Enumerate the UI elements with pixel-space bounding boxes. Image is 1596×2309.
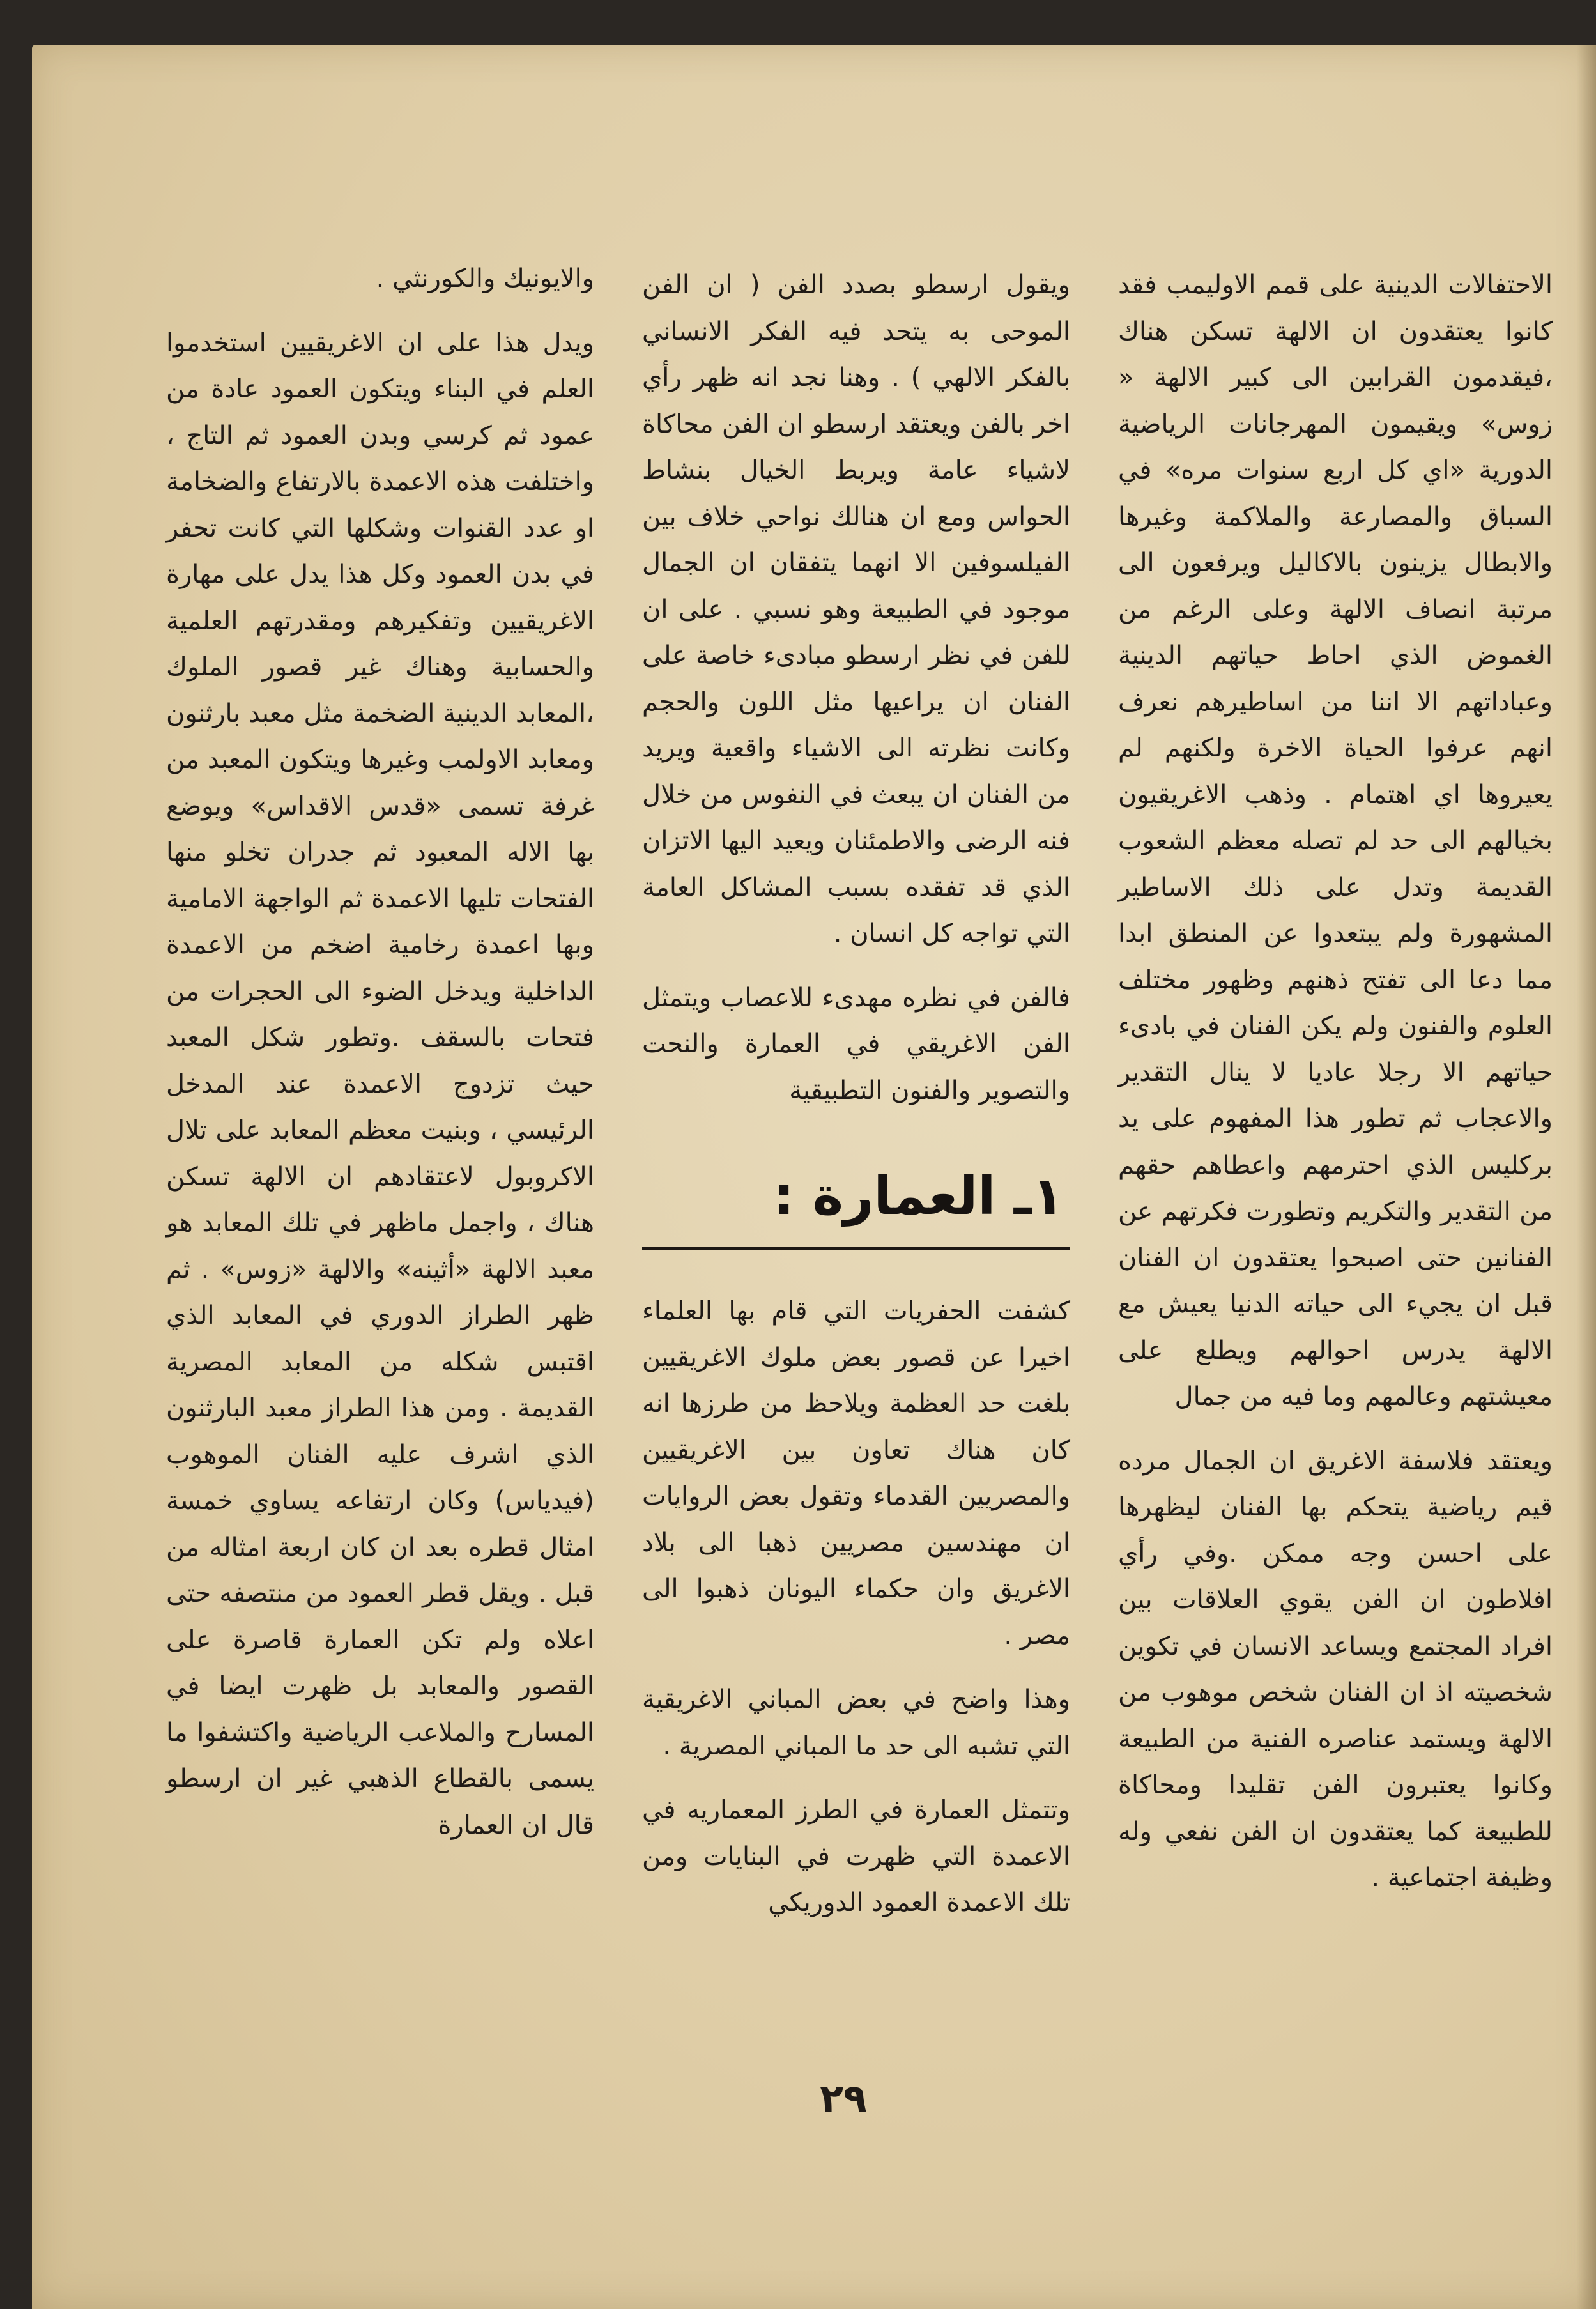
text-column-middle [642,262,1070,1944]
paragraph: وهذا واضح في بعض المباني الاغريقية التي تشبه الى حد ما المباني المصرية . [642,1685,1070,1761]
paragraph: فالفن في نظره مهدىء للاعصاب ويتمثل الفن الاغريقي في العمارة والنحت والتصوير والفنون التطبيقية [642,983,1070,1105]
paragraph: ويدل هذا على ان الاغريقيين استخدموا العلم في البناء ويتكون العمود عادة من عمود ثم كرسي وبدن العمود ثم التاج ، واختلفت هذه الاعمدة بالارتفاع والضخامة او عدد القنوات وشكلها التي كانت تحفر في بدن العمود وكل هذا يدل على مهارة الاغريقيين وتفكيرهم ومقدرتهم العلمية والحسابية وهناك غير قصور الملوك ،المعابد الدينية الضخمة مثل معبد بارثنون ومعابد الاولمب وغيرها ويتكون المعبد من غرفة تسمى «قدس الاقداس» ويوضع بها الاله المعبود ثم جدران تخلو منها الفتحات تليها الاعمدة ثم الواجهة الامامية وبها اعمدة رخامية اضخم من الاعمدة الداخلية ويدخل الضوء الى الحجرات من فتحات بالسقف .وتطور شكل المعبد حيث تزدوج الاعمدة عند المدخل الرئيسي ، وبنيت معظم المعابد على تلال الاكروبول لاعتقادهم ان الالهة تسكن هناك ، واجمل ماظهر في تلك المعابد هو معبد الالهة «أثينه» والالهة «زوس» . ثم ظهر الطراز الدوري في المعابد الذي اقتبس شكله من المعابد المصرية القديمة . ومن هذا الطراز معبد البارثنون الذي اشرف عليه الفنان الموهوب (فيدياس) وكان ارتفاعه يساوي خمسة امثال قطره بعد ان كان اربعة امثاله من قبل . ويقل قطر العمود من منتصفه حتى اعلاه ولم تكن العمارة قاصرة على القصور والمعابد بل ظهرت ايضا في المسارح والملاعب الرياضية واكتشفوا ما يسمى بالقطاع الذهبي غير ان ارسطو قال ان العمارة [166,328,594,1840]
section-heading: ١ـ العمارة : [773,1166,1064,1227]
paragraph: والايونيك والكورنثي . [376,264,594,293]
page-number: ٢٩ [820,2076,867,2121]
paragraph: وتتمثل العمارة في الطرز المعماريه في الاعمدة التي ظهرت في البنايات ومن تلك الاعمدة العمود الدوريكي [642,1795,1070,1917]
paragraph: كشفت الحفريات التي قام بها العلماء اخيرا عن قصور بعض ملوك الاغريقيين بلغت حد العظمة ويلاحظ من طرزها انه كان هناك تعاون بين الاغريقيين والمصريين القدماء وتقول بعض الروايات ان مهندسين مصريين ذهبا الى بلاد الاغريق وان حكماء اليونان ذهبوا الى مصر . [642,1296,1070,1650]
text-column-right [1118,262,1553,1919]
text-column-left [166,256,594,1866]
paragraph: ويقول ارسطو بصدد الفن ( ان الفن الموحى به يتحد فيه الفكر الانساني بالفكر الالهي ) . وهنا نجد انه ظهر رأي اخر بالفن ويعتقد ارسطو ان الفن محاكاة لاشياء عامة ويربط الخيال بنشاط الحواس ومع ان هنالك نواحي خلاف بين الفيلسوفين الا انهما يتفقان ان الجمال موجود في الطبيعة وهو نسبي . على ان للفن في نظر ارسطو مبادىء خاصة على الفنان ان يراعيها مثل اللون والحجم وكانت نظرته الى الاشياء واقعية ويريد من الفنان ان يبعث في النفوس من خلال فنه الرضى والاطمئنان ويعيد اليها الاتزان الذي قد تفقده بسبب المشاكل العامة التي تواجه كل انسان . [642,270,1070,948]
document-page [32,45,1596,2309]
heading-underline [642,1247,1070,1250]
paragraph: الاحتفالات الدينية على قمم الاوليمب فقد كانوا يعتقدون ان الالهة تسكن هناك ،فيقدمون القرابين الى كبير الالهة « زوس» ويقيمون المهرجانات الرياضية الدورية «اي كل اربع سنوات مره» في السباق والمصارعة والملاكمة وغيرها والابطال يزينون بالاكاليل ويرفعون الى مرتبة انصاف الالهة وعلى الرغم من الغموض الذي احاط حياتهم الدينية وعباداتهم الا اننا من اساطيرهم نعرف انهم عرفوا الحياة الاخرة ولكنهم لم يعيروها اي اهتمام . وذهب الاغريقيون بخيالهم الى حد لم تصله معظم الشعوب القديمة وتدل على ذلك الاساطير المشهورة ولم يبتعدوا عن المنطق ابدا مما دعا الى تفتح ذهنهم وظهور مختلف العلوم والفنون ولم يكن الفنان في بادىء حياتهم الا رجلا عاديا لا ينال التقدير والاعجاب ثم تطور هذا المفهوم على يد بركليس الذي احترمهم واعطاهم حقهم من التقدير والتكريم وتطورت فكرتهم عن الفنانين حتى اصبحوا يعتقدون ان الفنان قبل ان يجيء الى حياته الدنيا يعيش مع الالهة يدرس احوالهم ويطلع على معيشتهم وعالمهم وما فيه من جمال [1118,270,1553,1411]
page-edge-shadow [1577,45,1596,2309]
paragraph: ويعتقد فلاسفة الاغريق ان الجمال مرده قيم رياضية يتحكم بها الفنان ليظهرها على احسن وجه ممكن .وفي رأي افلاطون ان الفن يقوي العلاقات بين افراد المجتمع ويساعد الانسان في تكوين شخصيته اذ ان الفنان شخص موهوب من الالهة ويستمد عناصره الفنية من الطبيعة وكانوا يعتبرون الفن تقليدا ومحاكاة للطبيعة كما يعتقدون ان الفن نفعي وله وظيفة اجتماعية . [1118,1446,1553,1892]
